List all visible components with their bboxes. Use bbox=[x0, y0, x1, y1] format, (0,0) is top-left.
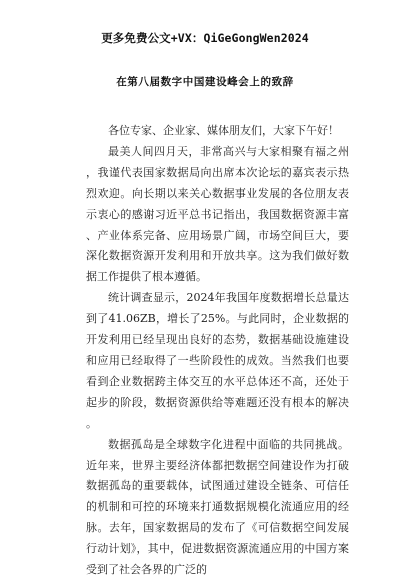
paragraph-greeting: 各位专家、企业家、媒体朋友们，大家下午好！ bbox=[108, 124, 339, 137]
paragraph-statistics: 统计调查显示，2024年我国年度数据增长总量达到了41.06ZB，增长了25%。与此同时，企业数据的开发利用已经呈现出良好的态势，数据基础设施建设和应用已经取得了一些阶段性的成效。当然我们也要看到企业数据跨主体交互的水平总体还不高，还处于起步的阶段，数据资源供给等难题还没有根本的解决。 bbox=[86, 291, 349, 430]
document-title: 在第八届数字中国建设峰会上的致辞 bbox=[116, 76, 294, 88]
paragraph-data-islands: 数据孤岛是全球数字化进程中面临的共同挑战。近年来，世界主要经济体都把数据空间建设作为打破数据孤岛的重要载体，试图通过建设全链条、可信任的机制和可控的环境来打通数据规模化流通应用的经脉。去年，国家数据局的发布了《可信数据空间发展行动计划》，其中，促进数据资源流通应用的中国方案受到了社会各界的广泛的 bbox=[86, 437, 349, 577]
watermark-header: 更多免费公文+VX：QiGeGongWen2024 bbox=[101, 31, 309, 45]
paragraph-welcome: 最美人间四月天，非常高兴与大家相聚有福之州，我谨代表国家数据局向出席本次论坛的嘉宾表示热烈欢迎。向长期以来关心数据事业发展的各位朋友表示衷心的感谢习近平总书记指出，我国数据资源丰富、产业体系完备、应用场景广阔，市场空间巨大，要深化数据资源开发利用和开放共享。这为我们做好数据工作提供了根本遵循。 bbox=[86, 144, 349, 284]
document-body bbox=[86, 121, 349, 580]
